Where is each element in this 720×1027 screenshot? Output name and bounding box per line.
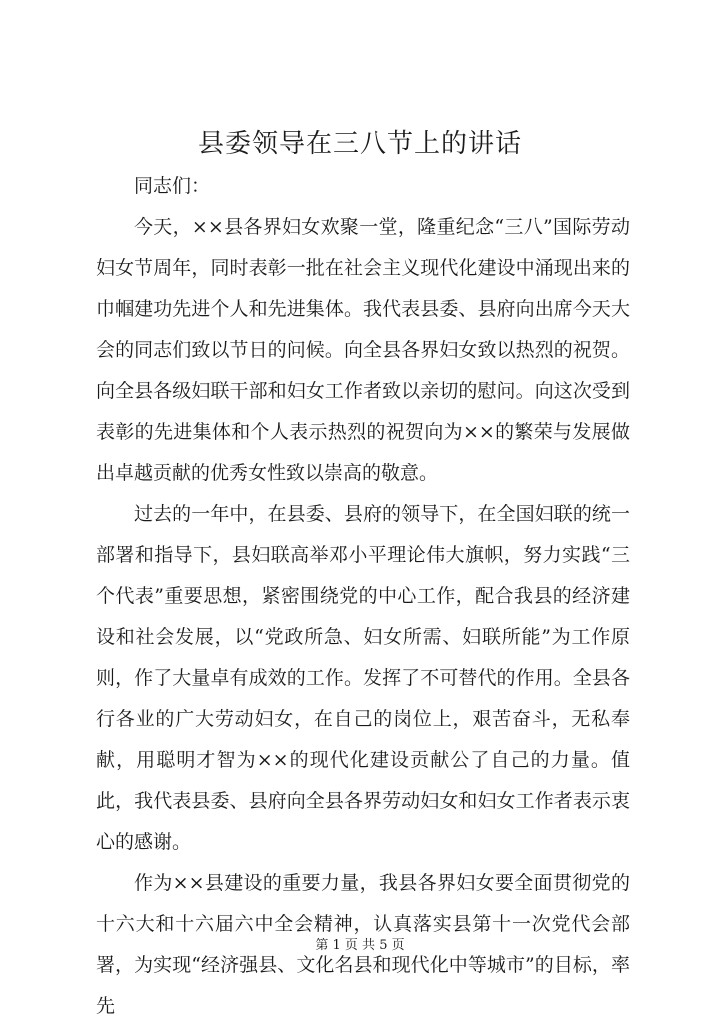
document-title: 县委领导在三八节上的讲话 bbox=[197, 129, 522, 159]
paragraph-2: 过去的一年中，在县委、县府的领导下，在全国妇联的统一部署和指导下，县妇联高举邓小平理论伟大旗帜，努力实践“三个代表”重要思想，紧密围绕党的中心工作，配合我县的经济建设和社会发展，以“党政所急、妇女所需、妇联所能”为工作原则，作了大量卓有成效的工作。发挥了不可替代的作用。全县各行各业的广大劳动妇女，在自己的岗位上，艰苦奋斗，无私奉献，用聪明才智为××的现代化建设贡献公了自己的力量。值此，我代表县委、县府向全县各界劳动妇女和妇女工作者表示衷心的感谢。 bbox=[96, 503, 630, 853]
page-number-footer: 第 1 页 共 5 页 bbox=[315, 938, 405, 953]
paragraph-3: 作为××县建设的重要力量，我县各界妇女要全面贯彻党的十六大和十六届六中全会精神，认真落实县第十一次党代会部署，为实现“经济强县、文化名县和现代化中等城市”的目标，率先 bbox=[96, 872, 630, 1017]
document-body bbox=[96, 166, 630, 1027]
salutation: 同志们： bbox=[134, 175, 211, 197]
paragraph-1: 今天，××县各界妇女欢聚一堂，隆重纪念“三八”国际劳动妇女节周年，同时表彰一批在社会主义现代化建设中涌现出来的巾帼建功先进个人和先进集体。我代表县委、县府向出席今天大会的同志们致以节日的问候。向全县各界妇女致以热烈的祝贺。向全县各级妇联干部和妇女工作者致以亲切的慰问。向这次受到表彰的先进集体和个人表示热烈的祝贺向为××的繁荣与发展做出卓越贡献的优秀女性致以崇高的敬意。 bbox=[96, 216, 630, 484]
